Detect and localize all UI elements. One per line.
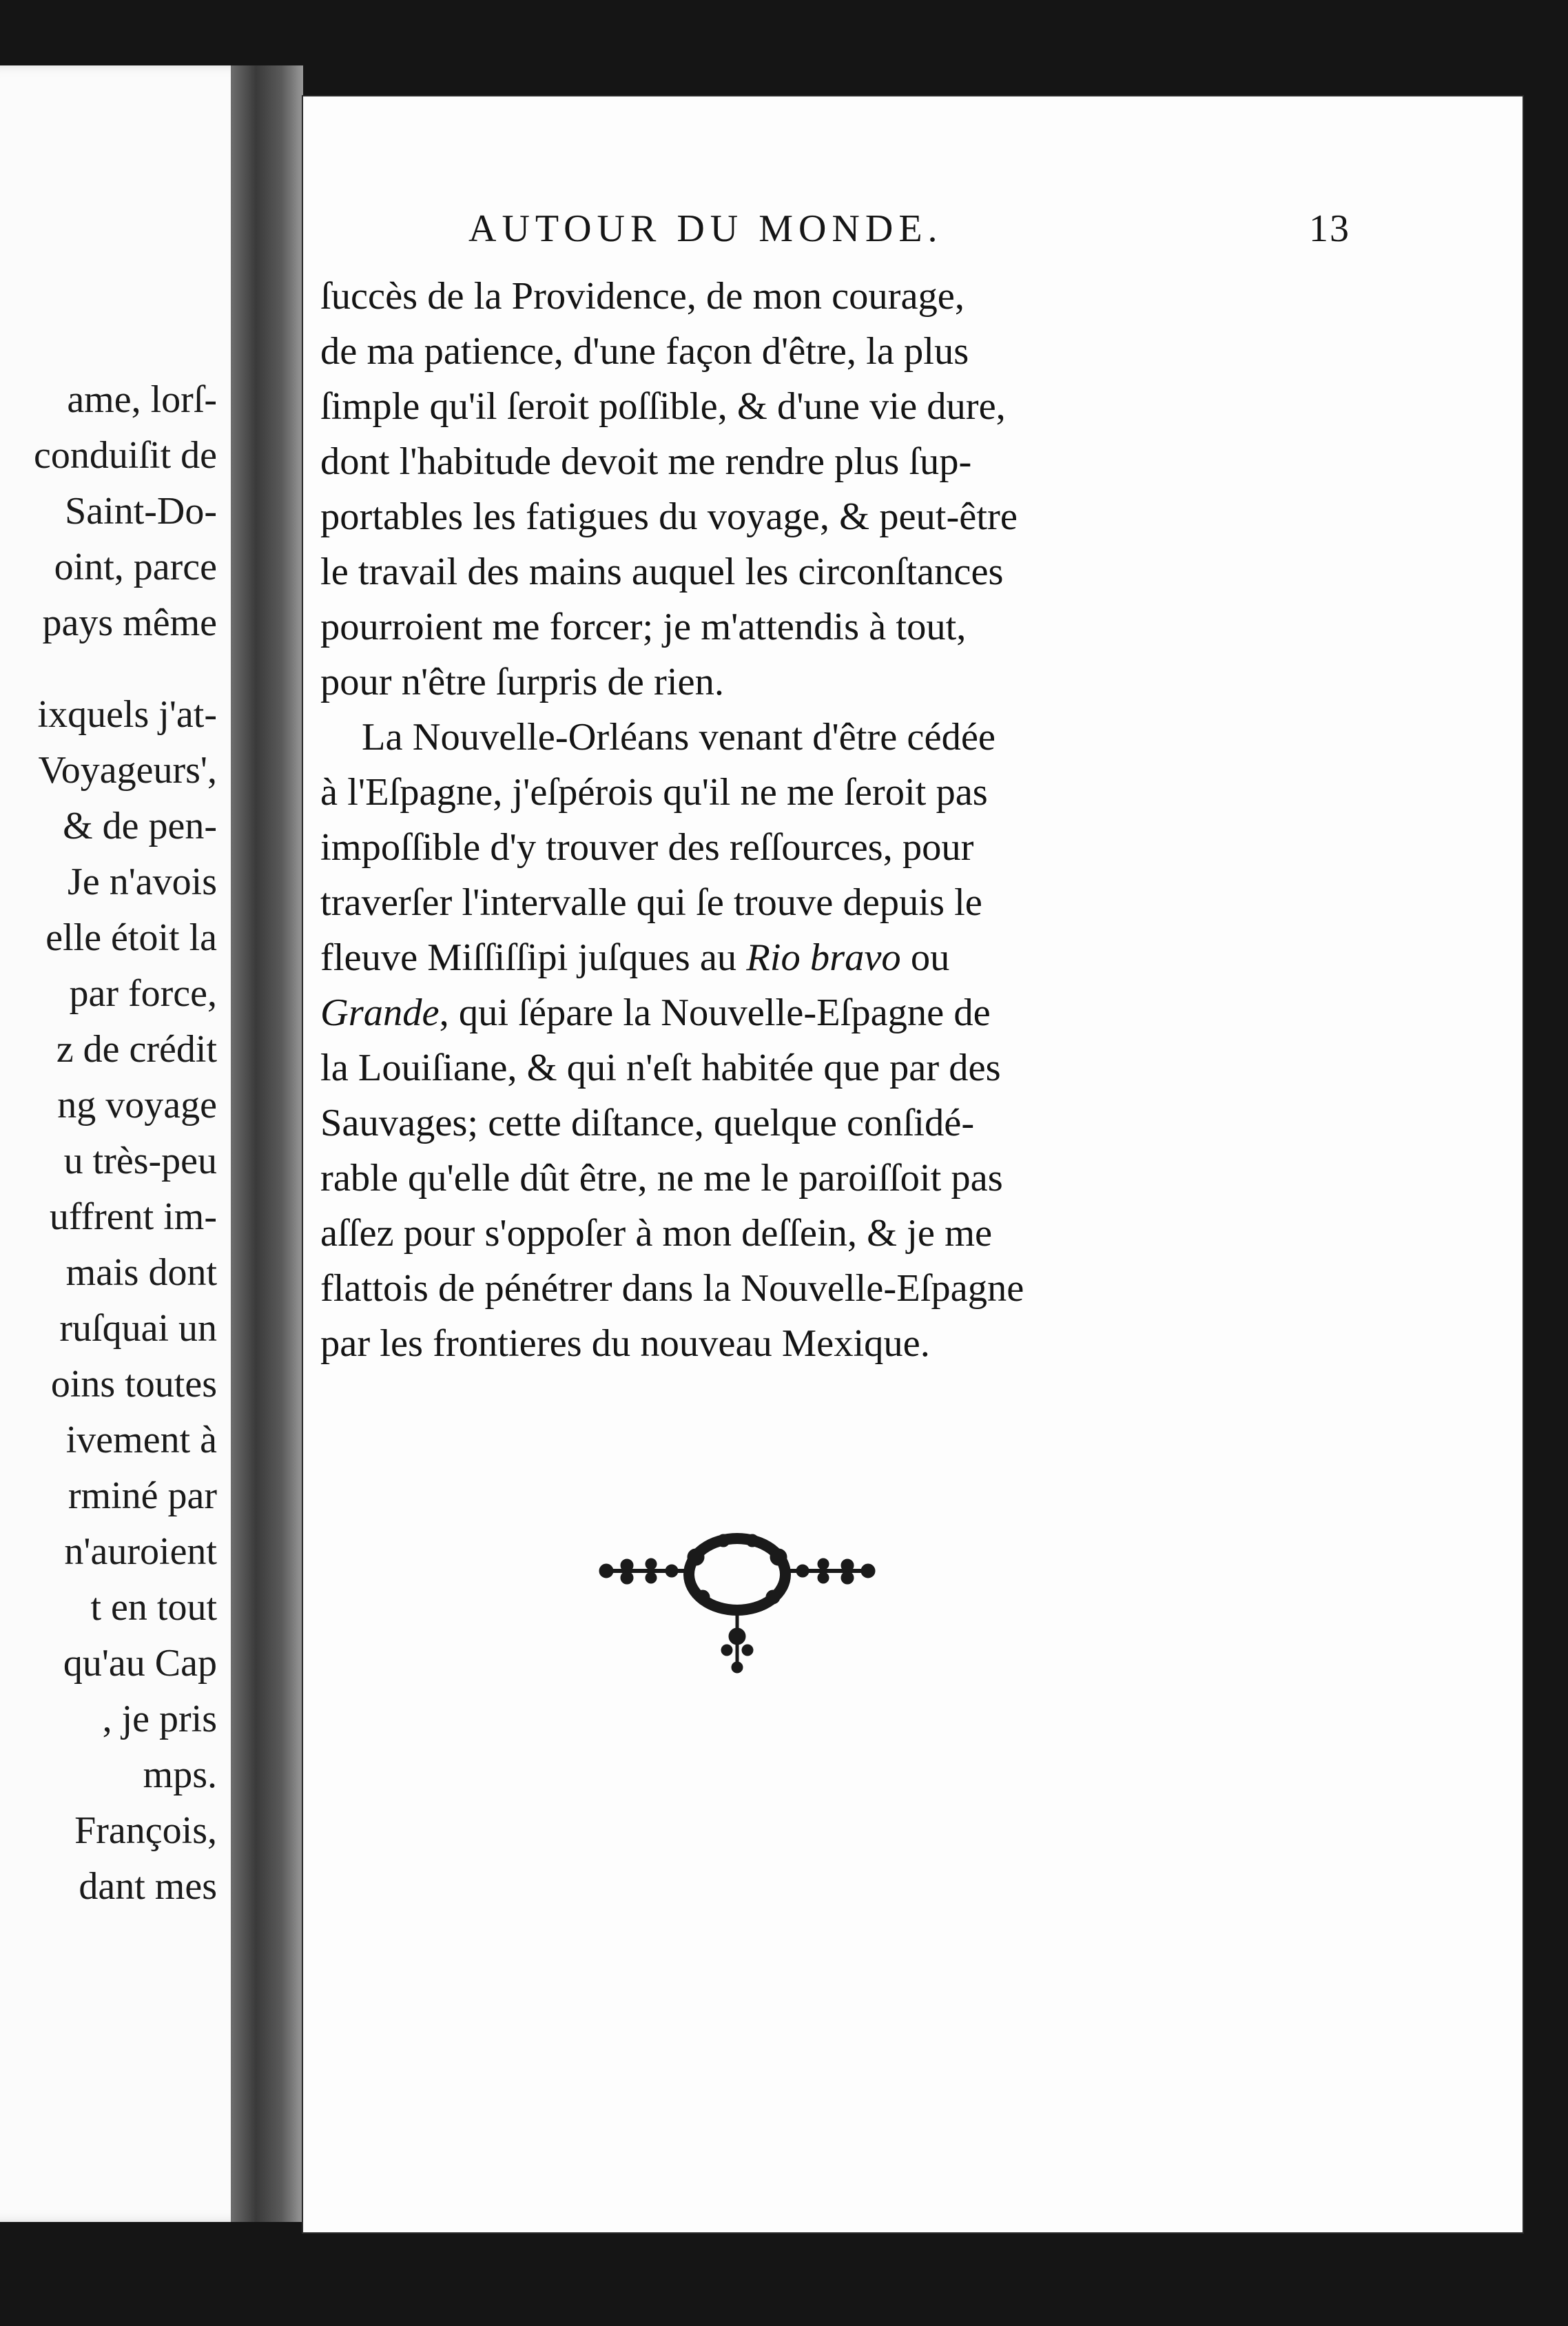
left-line: , je pris xyxy=(102,1698,217,1740)
left-line: ixquels j'at- xyxy=(37,693,217,736)
left-line: Saint-Do- xyxy=(65,490,217,533)
left-line: conduiſit de xyxy=(34,434,217,477)
left-line: oint, parce xyxy=(54,546,217,588)
text-segment: , qui ſépare la Nouvelle-Eſpagne de xyxy=(439,991,991,1034)
italic-text: Rio bravo xyxy=(746,936,901,979)
text-line: traverſer l'intervalle qui ſe trouve depuis le xyxy=(320,881,982,924)
left-line: ame, lorſ- xyxy=(67,378,217,421)
left-line: pays même xyxy=(42,601,217,644)
left-line: elle étoit la xyxy=(45,916,217,959)
left-line: mps. xyxy=(143,1753,217,1796)
text-line: Sauvages; cette diſtance, quelque conſidé- xyxy=(320,1102,975,1144)
left-line: qu'au Cap xyxy=(63,1642,217,1685)
left-line: oins toutes xyxy=(50,1363,217,1406)
text-line: dont l'habitude devoit me rendre plus ſup- xyxy=(320,440,972,483)
book-page xyxy=(303,96,1523,2232)
left-line: dant mes xyxy=(79,1865,217,1908)
left-line: ivement à xyxy=(65,1419,217,1461)
text-line: par les frontieres du nouveau Mexique. xyxy=(320,1322,930,1365)
left-line: & de pen- xyxy=(63,805,217,847)
text-line: le travail des mains auquel les circonſtances xyxy=(320,550,1004,593)
text-line: pour n'être ſurpris de rien. xyxy=(320,661,724,703)
left-line: mais dont xyxy=(65,1251,217,1294)
left-line: par force, xyxy=(69,972,217,1015)
left-line: ruſquai un xyxy=(59,1307,217,1350)
left-line: uffrent im- xyxy=(49,1195,217,1238)
text-line: ſuccès de la Providence, de mon courage, xyxy=(320,275,965,318)
floral-tailpiece-ornament xyxy=(592,1516,882,1681)
left-line: n'auroient xyxy=(64,1530,217,1573)
text-line: pourroient me forcer; je m'attendis à tout, xyxy=(320,606,967,648)
running-head-title: AUTOUR DU MONDE. xyxy=(468,207,943,250)
text-line-with-italic xyxy=(320,930,1216,985)
text-line: flattois de pénétrer dans la Nouvelle-Eſpagne xyxy=(320,1267,1024,1310)
text-segment: fleuve Miſſiſſipi juſques au xyxy=(320,936,737,979)
text-line: à l'Eſpagne, j'eſpérois qu'il ne me ſeroit pas xyxy=(320,771,988,814)
text-line: la Louiſiane, & qui n'eſt habitée que par des xyxy=(320,1047,1001,1089)
left-page-text xyxy=(34,372,217,1915)
page-body xyxy=(320,269,1216,1371)
text-line: La Nouvelle-Orléans venant d'être cédée xyxy=(362,716,996,759)
text-line: rable qu'elle dût être, ne me le paroiſſoit pas xyxy=(320,1157,1003,1200)
left-line: z de crédit xyxy=(56,1028,217,1071)
left-line: Je n'avois xyxy=(68,861,217,903)
text-line: portables les fatigues du voyage, & peut-être xyxy=(320,495,1018,538)
left-line: rminé par xyxy=(68,1474,217,1517)
text-line: de ma patience, d'une façon d'être, la plus xyxy=(320,330,969,373)
book-spine-gutter xyxy=(231,65,303,2222)
text-line: aſſez pour s'oppoſer à mon deſſein, & je me xyxy=(320,1212,993,1255)
left-line: François, xyxy=(74,1809,217,1852)
italic-text: Grande xyxy=(320,991,440,1034)
text-line-with-italic xyxy=(320,985,1216,1040)
text-line: impoſſible d'y trouver des reſſources, pour xyxy=(320,826,974,869)
left-line: Voyageurs', xyxy=(38,749,217,792)
left-line: ng voyage xyxy=(57,1084,217,1126)
text-line: ſimple qu'il ſeroit poſſible, & d'une vie dure, xyxy=(320,385,1006,428)
text-segment: ou xyxy=(910,936,950,979)
left-line: t en tout xyxy=(90,1586,217,1629)
left-paragraph-gap xyxy=(34,651,217,687)
page-number: 13 xyxy=(1309,207,1350,250)
left-line: u très-peu xyxy=(63,1140,217,1182)
